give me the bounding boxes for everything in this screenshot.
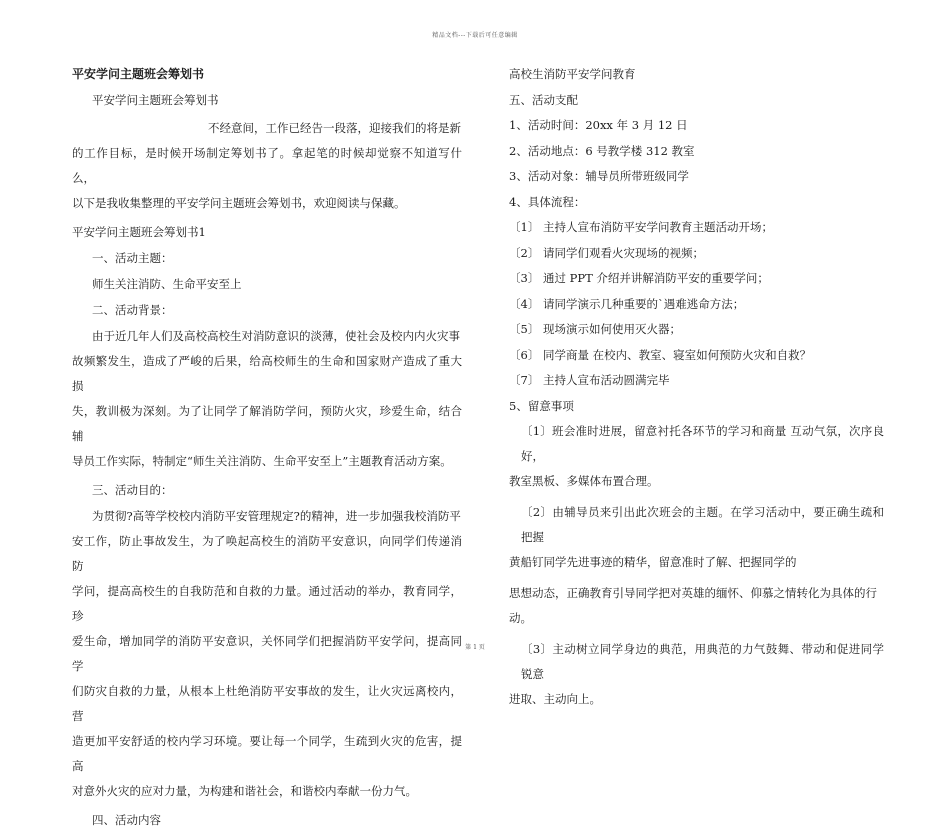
paragraph-line: 为贯彻?高等学校校内消防平安管理规定?的精神，进一步加强我校消防平 bbox=[92, 509, 461, 523]
section-2-paragraph bbox=[72, 324, 462, 474]
activity-time: 1、活动时间：20xx 年 3 月 12 日 bbox=[509, 118, 688, 132]
procedure-step: 〔4〕 请同学演示几种重要的`遇难逃命方法； bbox=[509, 296, 745, 311]
procedure-step: 〔2〕 请同学们观看火灾现场的视频； bbox=[509, 245, 704, 260]
section-3-paragraph bbox=[72, 504, 462, 804]
paragraph-line: 故频繁发生，造成了严峻的后果，给高校师生的生命和国家财产造成了重大损 bbox=[72, 354, 462, 393]
content-line: 高校生消防平安学问教育 bbox=[509, 67, 636, 81]
note-1 bbox=[509, 419, 884, 494]
paragraph-line: 思想动态，正确教育引导同学把对英雄的缅怀、仰慕之情转化为具体的行 bbox=[509, 586, 877, 600]
intro-line: 的工作目标，是时候开场制定筹划书了。拿起笔的时候却觉察不知道写什么， bbox=[72, 146, 462, 185]
procedure-step: 〔6〕 同学商量 在校内、教室、寝室如何预防火灾和自救？ bbox=[509, 347, 812, 362]
right-column bbox=[509, 66, 884, 718]
paragraph-line: 们防灾自救的力量，从根本上杜绝消防平安事故的发生，让火灾远离校内，营 bbox=[72, 684, 462, 723]
note-2-continued bbox=[509, 581, 884, 631]
procedure-step: 〔7〕 主持人宣布活动圆满完毕 bbox=[509, 373, 670, 387]
procedure-step: 〔1〕 主持人宣布消防平安学问教育主题活动开场； bbox=[509, 220, 773, 234]
paragraph-line: 〔2〕由辅导员来引出此次班会的主题。在学习活动中，要正确生疏和把握 bbox=[521, 505, 884, 544]
procedure-step: 〔3〕 通过 PPT 介绍并讲解消防平安的重要学问； bbox=[509, 271, 769, 285]
paragraph-line: 教室黑板、多媒体布置合理。 bbox=[509, 474, 659, 488]
procedure-step: 〔5〕 现场演示如何使用灭火器； bbox=[509, 322, 681, 336]
activity-audience: 3、活动对象：辅导员所带班级同学 bbox=[509, 169, 689, 183]
paragraph-line: 安工作，防止事故发生，为了唤起高校生的消防平安意识，向同学们传递消防 bbox=[72, 534, 462, 573]
page-number: 第 1 页 bbox=[465, 644, 485, 651]
left-column bbox=[72, 66, 462, 838]
section-3-title: 三、活动目的： bbox=[92, 483, 173, 497]
intro-paragraph bbox=[72, 116, 462, 216]
document-subtitle: 平安学问主题班会筹划书 bbox=[92, 93, 219, 107]
paragraph-line: 进取、主动向上。 bbox=[509, 692, 601, 706]
section-1-body: 师生关注消防、生命平安至上 bbox=[92, 277, 242, 291]
document-title: 平安学问主题班会筹划书 bbox=[72, 67, 205, 81]
procedure-heading: 4、具体流程： bbox=[509, 194, 586, 209]
intro-line: 以下是我收集整理的平安学问主题班会筹划书，欢迎阅读与保藏。 bbox=[72, 196, 406, 210]
paragraph-line: 导员工作实际，特制定“师生关注消防、生命平安至上”主题教育活动方案。 bbox=[72, 454, 452, 468]
paragraph-line: 失，教训极为深刻。为了让同学了解消防学问，预防火灾，珍爱生命，结合辅 bbox=[72, 404, 462, 443]
section-5-title: 五、活动支配 bbox=[509, 92, 578, 107]
section-2-title: 二、活动背景： bbox=[92, 303, 173, 317]
paragraph-line: 对意外火灾的应对力量，为构建和谐社会，和谐校内奉献一份力气。 bbox=[72, 784, 417, 798]
intro-line: 不经意间，工作已经告一段落，迎接我们的将是新 bbox=[208, 121, 461, 135]
activity-location: 2、活动地点：6 号教学楼 312 教室 bbox=[509, 143, 695, 158]
paragraph-line: 黄船钉同学先进事迹的精华，留意准时了解、把握同学的 bbox=[509, 555, 797, 569]
paragraph-line: 由于近几年人们及高校高校生对消防意识的淡薄，使社会及校内内火灾事 bbox=[92, 329, 460, 343]
paragraph-line: 动。 bbox=[509, 611, 532, 625]
section-1-title: 一、活动主题： bbox=[92, 251, 173, 265]
paragraph-line: 造更加平安舒适的校内学习环境。要让每一个同学，生疏到火灾的危害，提高 bbox=[72, 734, 462, 773]
paragraph-line: 学问，提高高校生的自我防范和自救的力量。通过活动的举办，教育同学，珍 bbox=[72, 584, 462, 623]
paragraph-line: 〔1〕班会准时进展，留意衬托各环节的学习和商量 互动气氛，次序良好， bbox=[521, 424, 884, 463]
page-header-note: 精品文档---下载后可任意编辑 bbox=[432, 32, 518, 39]
paragraph-line: 爱生命，增加同学的消防平安意识，关怀同学们把握消防平安学问，提高同学 bbox=[72, 634, 462, 673]
paragraph-line: 〔3〕主动树立同学身边的典范，用典范的力气鼓舞、带动和促进同学锐意 bbox=[521, 642, 884, 681]
plan-heading: 平安学问主题班会筹划书1 bbox=[72, 225, 206, 239]
notes-heading: 5、留意事项 bbox=[509, 398, 574, 413]
note-2 bbox=[509, 500, 884, 575]
section-4-title: 四、活动内容 bbox=[92, 813, 161, 827]
